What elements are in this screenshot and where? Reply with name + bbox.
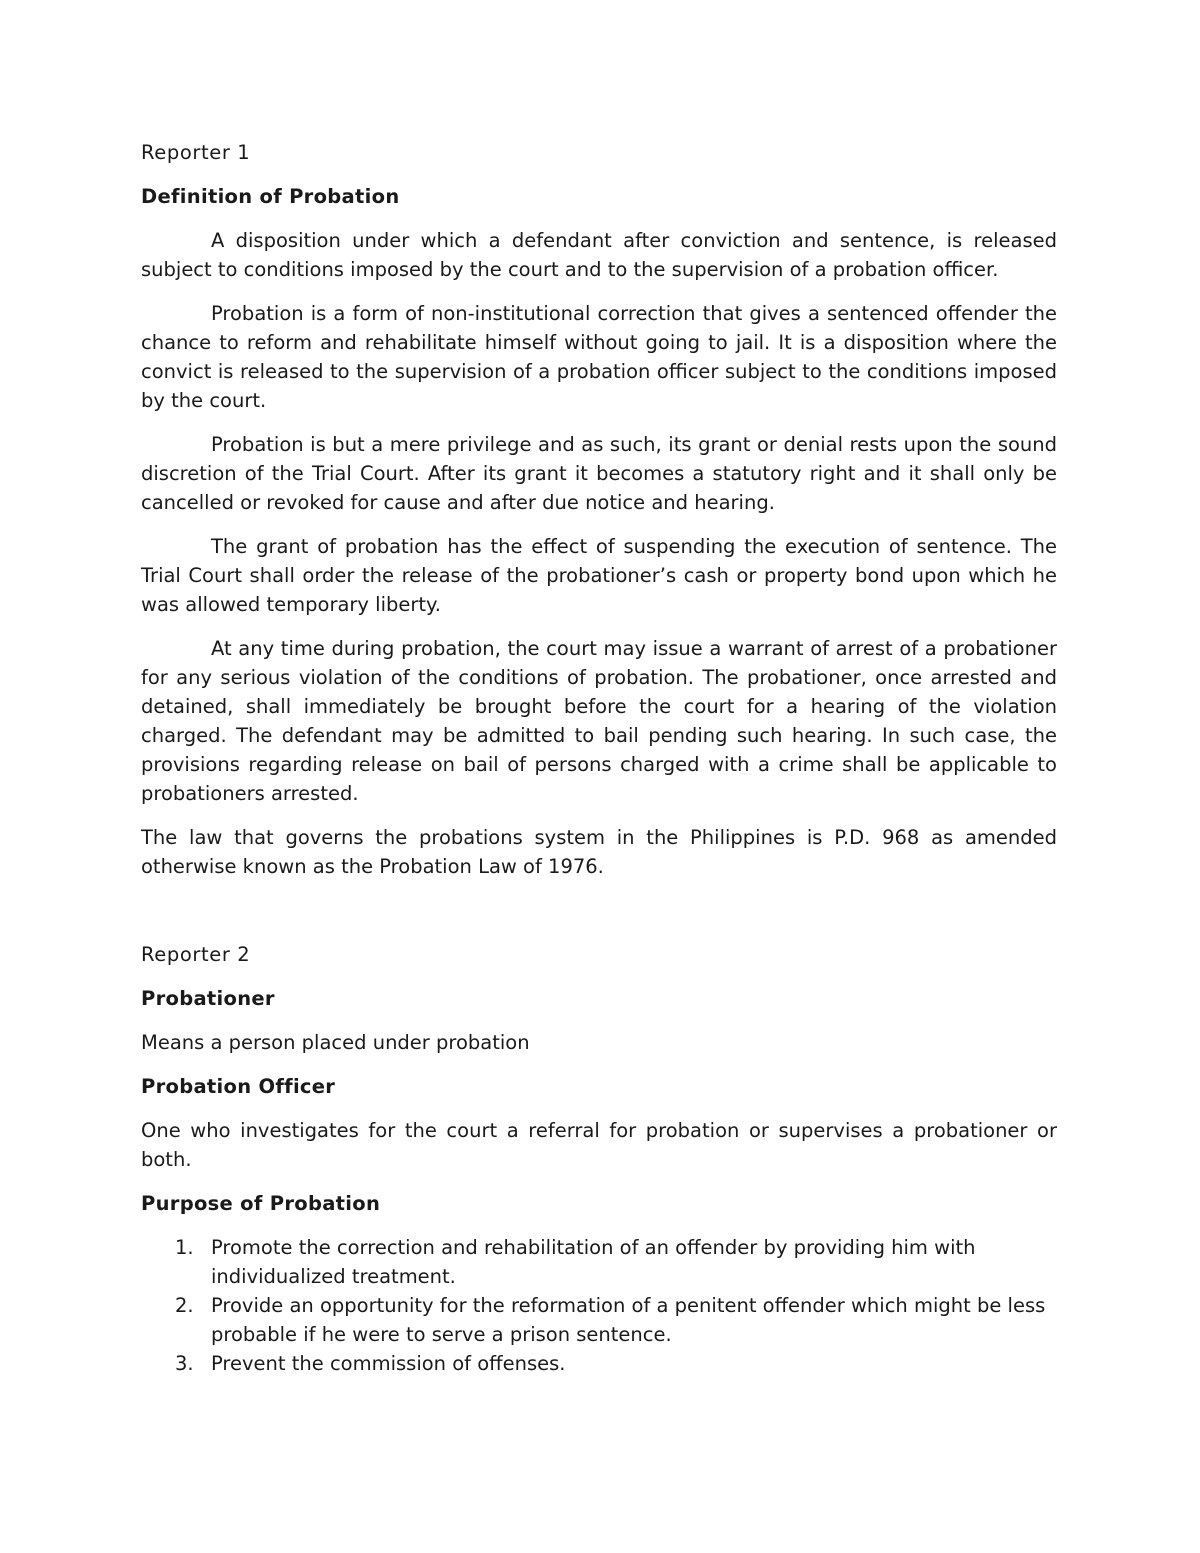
list-item-number: 2. xyxy=(175,1294,194,1317)
list-item xyxy=(141,1233,1057,1291)
law-paragraph: The law that governs the probations system in the Philippines is P.D. 968 as amended otherwise known as the Probation Law of 1976. xyxy=(141,826,1057,878)
list-item-number: 3. xyxy=(175,1352,194,1375)
document-page xyxy=(141,138,1057,1378)
probation-officer-definition: One who investigates for the court a referral for probation or supervises a probationer or both. xyxy=(141,1119,1057,1171)
list-item-text: Prevent the commission of offenses. xyxy=(211,1352,566,1375)
probationer-heading: Probationer xyxy=(141,987,275,1010)
definition-paragraph-2: Probation is a form of non-institutional correction that gives a sentenced offender the chance to reform and rehabilitate himself without going to jail. It is a disposition where the convict is released to the supervision of a probation officer subject to the conditions imposed by the court. xyxy=(141,302,1057,412)
definition-heading: Definition of Probation xyxy=(141,185,400,208)
probation-officer-heading: Probation Officer xyxy=(141,1075,336,1098)
definition-paragraph-3: Probation is but a mere privilege and as such, its grant or denial rests upon the sound discretion of the Trial Court. After its grant it becomes a statutory right and it shall only be cancelled or revoked for cause and after due notice and hearing. xyxy=(141,433,1057,514)
reporter-1-label: Reporter 1 xyxy=(141,141,251,164)
list-item xyxy=(141,1291,1057,1349)
section-spacer xyxy=(141,896,1057,940)
list-item-number: 1. xyxy=(175,1236,194,1259)
purpose-heading: Purpose of Probation xyxy=(141,1192,381,1215)
reporter-2-label: Reporter 2 xyxy=(141,943,251,966)
definition-paragraph-1: A disposition under which a defendant after conviction and sentence, is released subject to conditions imposed by the court and to the supervision of a probation officer. xyxy=(141,229,1057,281)
list-item-text: Provide an opportunity for the reformation of a penitent offender which might be less probable if he were to serve a prison sentence. xyxy=(211,1294,1046,1346)
purpose-list xyxy=(141,1233,1057,1378)
definition-paragraph-5: At any time during probation, the court may issue a warrant of arrest of a probationer for any serious violation of the conditions of probation. The probationer, once arrested and detained, shall immediately be brought before the court for a hearing of the violation charged. The defendant may be admitted to bail pending such hearing. In such case, the provisions regarding release on bail of persons charged with a crime shall be applicable to probationers arrested. xyxy=(141,637,1057,805)
list-item-text: Promote the correction and rehabilitation of an offender by providing him with individualized treatment. xyxy=(211,1236,976,1288)
definition-paragraph-4: The grant of probation has the effect of suspending the execution of sentence. The Trial Court shall order the release of the probationer’s cash or property bond upon which he was allowed temporary liberty. xyxy=(141,535,1057,616)
list-item xyxy=(141,1349,1057,1378)
probationer-definition: Means a person placed under probation xyxy=(141,1031,530,1054)
